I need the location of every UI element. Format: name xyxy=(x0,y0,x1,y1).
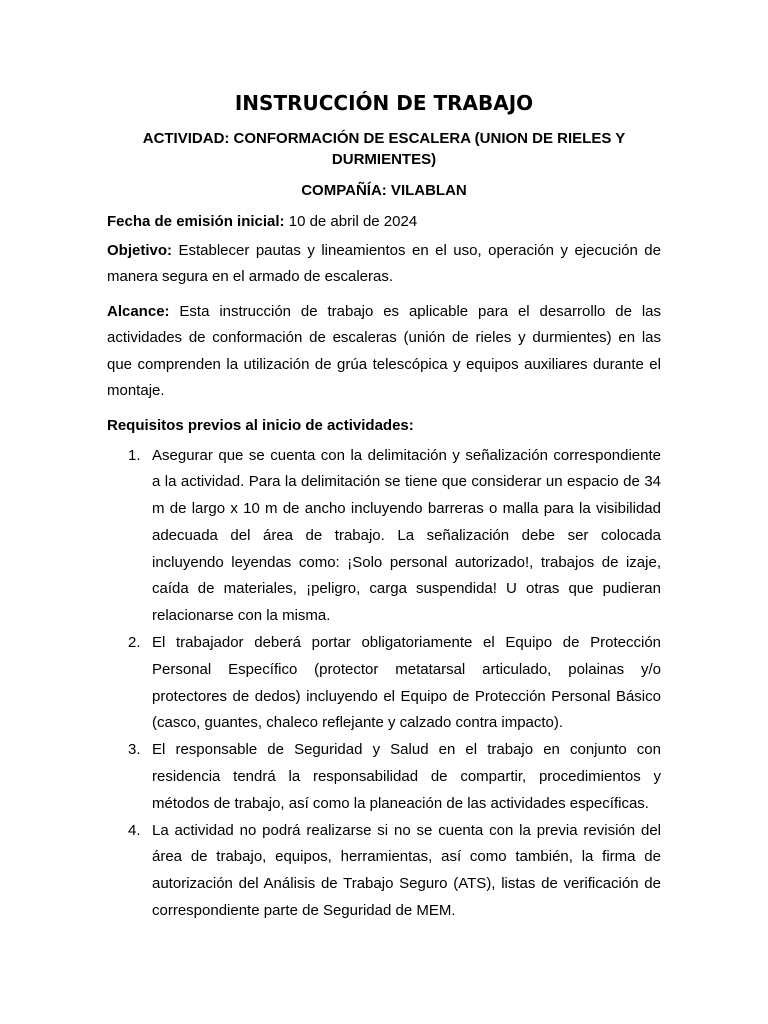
document-title: INSTRUCCIÓN DE TRABAJO xyxy=(234,91,534,115)
issue-date-value: 10 de abril de 2024 xyxy=(284,213,418,230)
list-item-number: 2. xyxy=(128,634,141,652)
scope-paragraph xyxy=(107,299,661,405)
list-item-number: 1. xyxy=(128,446,141,464)
list-item-number: 3. xyxy=(128,741,141,759)
list-item-text: El responsable de Seguridad y Salud en el trabajo en conjunto con residencia tendrá la responsabilidad de compartir, procedimientos y métodos de trabajo, así como la planeación de las actividades específicas. xyxy=(152,741,661,812)
list-item xyxy=(107,818,661,925)
scope-text: Esta instrucción de trabajo es aplicable para el desarrollo de las actividades de conformación de escaleras (unión de rieles y durmientes) en las que comprenden la utilización de grúa telescópica y equipos auxiliares durante el montaje. xyxy=(107,302,661,399)
list-item xyxy=(107,630,661,737)
requirements-list xyxy=(107,443,661,925)
objective-label: Objetivo: xyxy=(107,241,173,259)
activity-heading: ACTIVIDAD: CONFORMACIÓN DE ESCALERA (UNION DE RIELES Y DURMIENTES) xyxy=(142,130,626,168)
list-item-text: El trabajador deberá portar obligatoriamente el Equipo de Protección Personal Específico (protector metatarsal articulado, polainas y/o protectores de dedos) incluyendo el Equipo de Protección Personal Básico (casco, guantes, chaleco reflejante y calzado contra impacto). xyxy=(152,634,661,732)
requirements-heading: Requisitos previos al inicio de actividades: xyxy=(107,416,414,434)
issue-date-paragraph xyxy=(107,209,661,236)
list-item-number: 4. xyxy=(128,821,141,839)
list-item-text: Asegurar que se cuenta con la delimitación y señalización correspondiente a la actividad. Para la delimitación se tiene que considerar un espacio de 34 m de largo x 10 m de ancho incluyendo barreras o malla para la visibilidad adecuada del área de trabajo. La señalización debe ser colocada incluyendo leyendas como: ¡Solo personal autorizado!, trabajos de izaje, caída de materiales, ¡peligro, carga suspendida! U otras que pudieran relacionarse con la misma. xyxy=(152,446,661,625)
issue-date-label: Fecha de emisión inicial: xyxy=(107,213,285,230)
scope-label: Alcance: xyxy=(107,302,170,320)
objective-paragraph xyxy=(107,238,661,291)
list-item xyxy=(107,443,661,631)
list-item-text: La actividad no podrá realizarse si no se cuenta con la previa revisión del área de trabajo, equipos, herramientas, así como también, la firma de autorización del Análisis de Trabajo Seguro (ATS), listas de verificación de correspondiente parte de Seguridad de MEM. xyxy=(152,821,661,920)
objective-text: Establecer pautas y lineamientos en el uso, operación y ejecución de manera segura en el armado de escaleras. xyxy=(107,241,661,285)
list-item xyxy=(107,737,661,817)
company-heading: COMPAÑÍA: VILABLAN xyxy=(301,182,467,199)
